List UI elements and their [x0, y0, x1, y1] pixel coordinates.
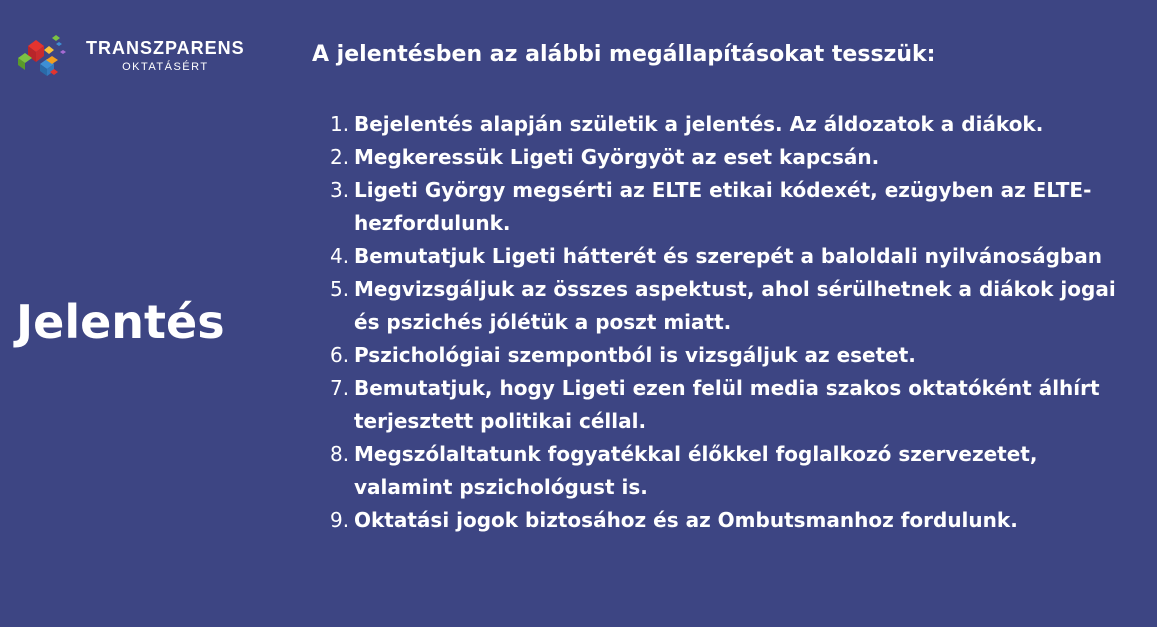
finding-item — [330, 141, 1130, 174]
finding-text: Ligeti György megsérti az ELTE etikai kódexét, ezügyben az ELTE-hezfordulunk. — [354, 178, 1092, 235]
finding-number: 2. — [330, 145, 350, 169]
finding-text: Bemutatjuk Ligeti hátterét és szerepét a baloldali nyilvánoságban — [354, 244, 1102, 268]
logo-name: TRANSZPARENS — [86, 38, 245, 58]
finding-number: 8. — [330, 442, 350, 466]
finding-item — [330, 174, 1130, 240]
finding-text: Bemutatjuk, hogy Ligeti ezen felül media szakos oktatóként álhírt terjesztett politikai céllal. — [354, 376, 1100, 433]
finding-item — [330, 504, 1130, 537]
findings-heading: A jelentésben az alábbi megállapításokat tesszük: — [312, 42, 936, 67]
finding-text: Megszólaltatunk fogyatékkal élőkkel foglalkozó szervezetet, valamint pszichológust is. — [354, 442, 1038, 499]
finding-item — [330, 438, 1130, 504]
logo-tagline: OKTATÁSÉRT — [122, 61, 209, 73]
finding-number: 9. — [330, 508, 350, 532]
finding-item — [330, 108, 1130, 141]
finding-text: Oktatási jogok biztosához és az Ombutsmanhoz fordulunk. — [354, 508, 1018, 532]
side-title: Jelentés — [16, 295, 225, 349]
finding-text: Megvizsgáljuk az összes aspektust, ahol sérülhetnek a diákok jogai és pszichés jólétük a poszt miatt. — [354, 277, 1116, 334]
finding-number: 3. — [330, 178, 350, 202]
finding-number: 6. — [330, 343, 350, 367]
finding-item — [330, 372, 1130, 438]
finding-number: 5. — [330, 277, 350, 301]
logo — [16, 32, 245, 80]
finding-number: 1. — [330, 112, 350, 136]
finding-number: 7. — [330, 376, 350, 400]
finding-item — [330, 240, 1130, 273]
finding-item — [330, 273, 1130, 339]
finding-item — [330, 339, 1130, 372]
finding-text: Megkeressük Ligeti Györgyöt az eset kapcsán. — [354, 145, 880, 169]
finding-text: Bejelentés alapján születik a jelentés. Az áldozatok a diákok. — [354, 112, 1044, 136]
finding-text: Pszichológiai szempontból is vizsgáljuk az esetet. — [354, 343, 916, 367]
finding-number: 4. — [330, 244, 350, 268]
colorful-cubes-logo-icon — [16, 32, 74, 80]
findings-list — [330, 108, 1130, 537]
